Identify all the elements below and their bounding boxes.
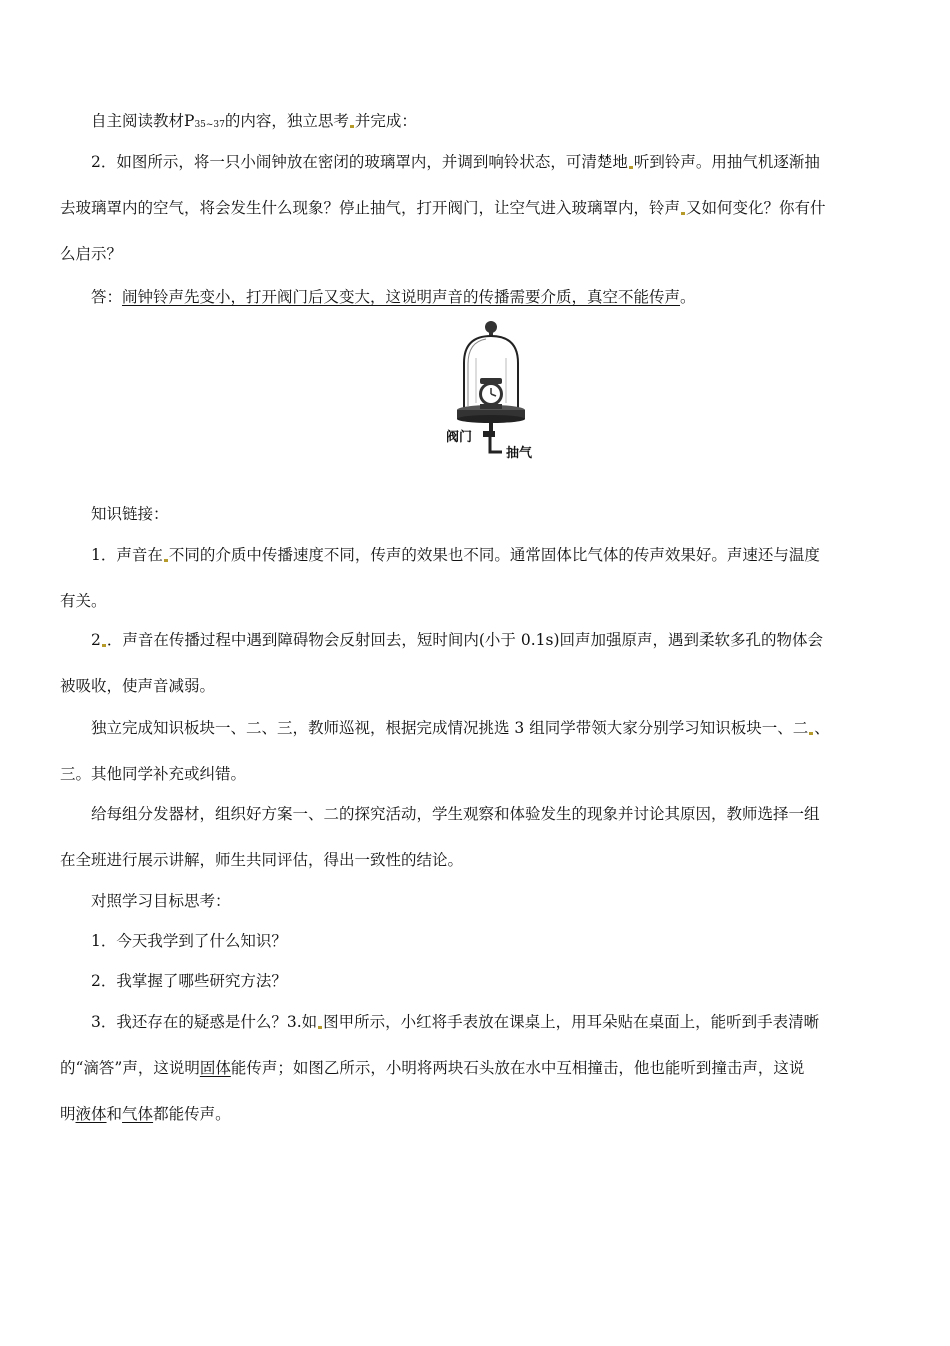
marker-dot <box>350 125 354 128</box>
intro-paragraph: 自主阅读教材P35~37的内容，独立思考 并完成： <box>91 112 417 130</box>
marker-dot <box>318 1026 322 1029</box>
answer-solid: 固体 <box>199 1059 231 1077</box>
answer-text: 闹钟铃声先变小，打开阀门后又变大，这说明声音的传播需要介质，真空不能传声 <box>122 288 681 306</box>
link-title: 知识链接： <box>91 505 169 523</box>
marker-dot <box>809 732 813 735</box>
marker-dot <box>164 559 168 562</box>
marker-dot <box>629 166 633 169</box>
link-item-2: 2 ．声音在传播过程中遇到障碍物会反射回去，短时间内(小于 0.1s)回声加强原声，遇到柔软多孔的物体会 被吸收，使声音减弱。 <box>60 631 824 695</box>
device-paragraph: 给每组分发器材，组织好方案一、二的探究活动，学生观察和体验发生的现象并讨论其原因，教师选择一组 在全班进行展示讲解，师生共同评估，得出一致性的结论。 <box>60 805 820 869</box>
reflect-title: 对照学习目标思考： <box>91 892 231 910</box>
reflect-item-1: 1．今天我学到了什么知识？ <box>91 932 287 950</box>
pump-label: 抽气 <box>506 446 533 461</box>
bell-jar-figure <box>446 318 546 464</box>
group-paragraph: 独立完成知识板块一、二、三，教师巡视，根据完成情况挑选 3 组同学带领大家分别学习知识板块一、二 、 三。其他同学补充或纠错。 <box>60 719 830 783</box>
answer-liquid: 液体 <box>75 1105 107 1123</box>
link-item-1: 1．声音在 不同的介质中传播速度不同，传声的效果也不同。通常固体比气体的传声效果好。声速还与温度 有关。 <box>60 546 820 610</box>
reflect-item-3: 3．我还存在的疑惑是什么？3.如 图甲所示，小红将手表放在课桌上，用耳朵贴在桌面上，能听到手表清晰 的“滴答”声，这说明固体能传声；如图乙所示，小明将两块石头放在水中互相撞击，他也能听到撞击声，这说 明液体和气体都能传声。 <box>60 1013 820 1123</box>
answer-paragraph: 答：闹钟铃声先变小，打开阀门后又变大，这说明声音的传播需要介质，真空不能传声。 <box>91 288 696 306</box>
valve-label: 阀门 <box>446 430 473 445</box>
marker-dot <box>102 644 106 647</box>
question-2: 2．如图所示，将一只小闹钟放在密闭的玻璃罩内，并调到响铃状态，可清楚地 听到铃声。用抽气机逐渐抽 去玻璃罩内的空气，将会发生什么现象？停止抽气，打开阀门，让空气进入玻璃罩内，铃声 又如何变化？你有什 么启示？ <box>60 153 826 263</box>
reflect-item-2: 2．我掌握了哪些研究方法？ <box>91 972 287 990</box>
marker-dot <box>681 212 685 215</box>
answer-gas: 气体 <box>122 1105 154 1123</box>
